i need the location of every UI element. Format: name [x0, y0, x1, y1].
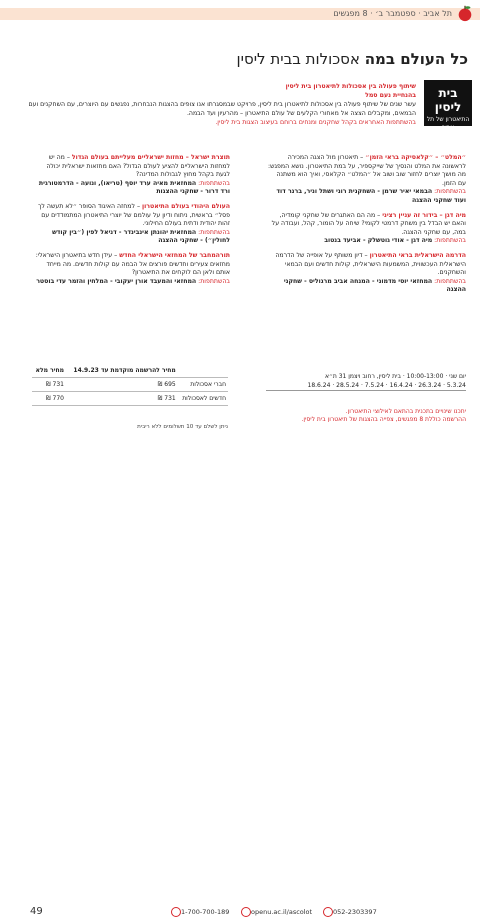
- session-body: – דיון משותף על אופייה של הדרמה הישראלית העכשווית, המשמעות הישראלית, קולות חדשים ועם הבמאי והשחקנים.: [275, 251, 466, 277]
- session-item: [32, 252, 230, 286]
- price-note: ניתן לשלם עד 10 תשלומים ללא ריבית: [137, 424, 228, 430]
- schedule-dates: 5.3.24 · 26.3.24 · 16.4.24 · 7.5.24 · 28.5.24 · 18.6.24: [266, 381, 466, 391]
- beit-lessin-logo: [424, 80, 472, 131]
- header-text: תל אביב · ספטמבר ב׳ · 8 מפגשים: [333, 9, 452, 18]
- phone-alt[interactable]: 052-2303397: [320, 907, 377, 917]
- schedule-line: יום שני · 10:00-13:00 · בית ליסין, רחוב ויצמן 31 ת״א: [324, 373, 466, 380]
- session-guests: הבמאי יאיר שרמן - השחקנית רוני ושתל וניר, ברנר דוד ועוד שחקני ההצגה: [276, 188, 466, 204]
- price-table: [32, 364, 228, 406]
- session-guests: המחזאית יהונתן אינבינדר - דניאל לפין (״בין קודש לחולין״) - שחקני ההצגה: [52, 228, 230, 245]
- price-header-cell: [178, 364, 228, 378]
- title-rest: אסכולות בבית ליסין: [236, 50, 365, 68]
- session-title: מיה דגן – בידור זה עניין רציני: [382, 211, 466, 219]
- logo-line1: בית: [438, 86, 458, 100]
- globe-icon: [241, 907, 251, 917]
- sessions-right-column: [268, 154, 466, 301]
- session-body: – עידן חדש בתיאטרון הישראלי: מחזאים צעירים וחדשים פורצים אל הבמה עם קולות חדשים. מה מייחד אותם ולאן הם לוקחים את התיאטרון?: [35, 251, 230, 277]
- intro-lead2: בהנחיית נעם סמל: [365, 92, 416, 99]
- session-guests-label: בהשתתפות:: [434, 188, 466, 196]
- session-body: – מה הם האתגרים של שחקני קומדיה, והאם יש הבדל בין משחק דרמטי לקומי? שיחה על הומור, קהל, ועבודה על במה, עם שחקני ההצגה.: [271, 211, 466, 236]
- phone-icon: [171, 907, 181, 917]
- session-body: – מה יש למחזות הישראליים להציע לעולם הגדול? האם מחזאות ישראלית יכולה לגעת בקהל מחוץ לגבולות המדינה?: [46, 154, 230, 179]
- website-link[interactable]: openu.ac.il/ascolot: [238, 907, 312, 917]
- price-cell: 695 ₪: [66, 378, 178, 392]
- session-body: – למחזה האיגוד הסופר ״לא תעשה לך פסל״ בראשית, ניתוח ודיון על עולמם של יוצרי התיאטרון המתמודדים עם זהות יהודית ודתית בעולם החילוני.: [38, 202, 230, 228]
- logo-line2: ליסין: [434, 100, 462, 114]
- price-cell: 731 ₪: [66, 392, 178, 406]
- price-cell: חדשים לאסכולות: [178, 392, 228, 406]
- session-item: [32, 203, 230, 246]
- page-title: [237, 50, 468, 68]
- price-cell: 731 ₪: [32, 378, 66, 392]
- session-guests-label: בהשתתפות:: [198, 179, 230, 187]
- session-body: – תיאטרון מול הצגה המכירה לראשונה את המלט והנסיך של שייקספיר, על במת התיאטרון. נושא המפגש: מה מושך יוצרים לחזור שוב ושוב אל ״המלט״ הקלאסי, ואיך הוא משתנה עם הזמן.: [268, 154, 466, 187]
- title-bold: כל העולם במה: [364, 50, 468, 68]
- price-header-cell: מחיר מלא: [32, 364, 66, 378]
- whatsapp-icon: [323, 907, 333, 917]
- intro-lead: שיתוף פעולה בין אסכולות לתיאטרון בית ליסין: [285, 83, 416, 90]
- price-header-cell: מחיר להרשמה מוקדמת עד 14.9.23: [66, 364, 178, 378]
- sessions-left-column: [32, 154, 230, 292]
- disclaimer-line: יתכנו שינויים בתכנית בהתאם לאילוצי התיאטרון.: [345, 408, 466, 415]
- schedule-block: [266, 372, 466, 391]
- intro-text: [14, 82, 416, 127]
- session-guests: המחזאי והמעבד אורן יעקובי - המלחין והזמר עדי בוסטר: [36, 277, 197, 285]
- intro-body: עשר שנים של שיתוף פעולה בין אסכולות לתיאטרון בית ליסין, פרויקט שבמסגרתו אנו צופים בהצגות הנבחרות, נפגשים עם היוצרים, עם השחקנים ועם הבמאים, ומקבלים הצצה אל מאחורי הקלעים של עולם התיאטרון – מהרעיון ועד הבמה.: [28, 101, 416, 117]
- table-row: [32, 392, 228, 406]
- session-item: [268, 212, 466, 246]
- session-guests-label: בהשתתפות:: [198, 228, 230, 236]
- logo-sub: התיאטרון של תל אביב: [426, 116, 470, 131]
- table-row: [32, 378, 228, 392]
- price-cell: 770 ₪: [32, 392, 66, 406]
- session-guests-label: בהשתתפות:: [434, 237, 466, 245]
- session-guests-label: בהשתתפות:: [434, 277, 466, 285]
- session-item: [32, 154, 230, 197]
- apple-icon: [456, 4, 474, 22]
- session-title: תוצרת ישראל – מחזות ישראליים מעלייתם בעולם הגדול: [71, 154, 230, 161]
- page-footer: [0, 448, 480, 917]
- session-title: העולם היהודי בעולם התיאטרון: [142, 202, 230, 210]
- disclaimer: [266, 408, 466, 424]
- disclaimer-line: ההרשמה כוללת 8 מפגשים, צפייה בהצגות של תיאטרון בית ליסין.: [301, 416, 466, 423]
- page-number: 49: [30, 906, 43, 917]
- page-header: [0, 0, 480, 24]
- intro-note: בהשתתפות האחראים בקהל שחקנים ומנחים ברוחם בעיצוב הצגות בית ליסין.: [215, 119, 416, 126]
- price-table-header: [32, 364, 228, 378]
- phone-main[interactable]: 1-700-700-189: [168, 907, 229, 917]
- session-item: [268, 154, 466, 206]
- session-guests-label: בהשתתפות:: [198, 277, 230, 285]
- session-title: ״המלט״ – ״קלאסיקה בראי הזמן״: [365, 154, 466, 161]
- session-title: תורהמחבר של המחזאי הישראלי החדש: [119, 251, 230, 259]
- session-guests: מיה דגן - אודי גוטשלק - אביעד בנטוב: [324, 237, 433, 245]
- session-guests: המחזאי יוסי מדמוני - המנחה אביב מרגוליס - שחקני ההצגה: [283, 277, 466, 294]
- price-cell: חברי אסכולות: [178, 378, 228, 392]
- session-guests: המחזאית מאיה ערד יוסף (טריאו), ונועה - הדרמטורגית ורד דרור - שחקני ההצגות: [38, 179, 230, 196]
- session-item: [268, 252, 466, 295]
- session-title: הדרמה הישראלית בראי התיאטרון: [369, 251, 466, 259]
